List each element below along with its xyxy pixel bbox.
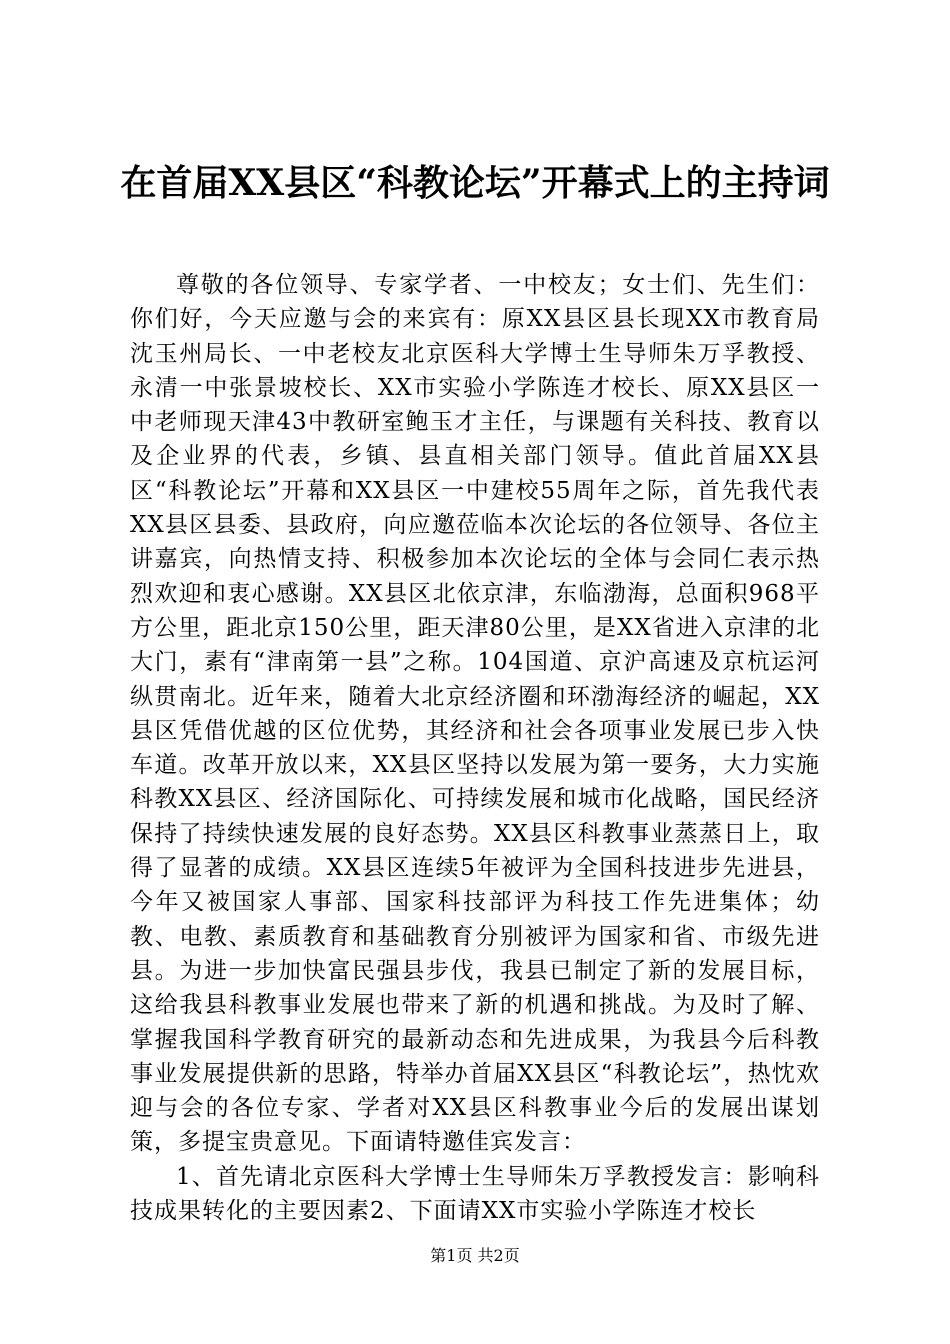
page-number: 第1页 共2页: [430, 1246, 520, 1265]
page-footer: [0, 1246, 950, 1266]
paragraph: 1、首先请北京医科大学博士生导师朱万孚教授发言：影响科技成果转化的主要因素2、下面请XX市实验小学陈连才校长: [130, 1163, 820, 1225]
document-body: [130, 268, 820, 1228]
paragraph: 尊敬的各位领导、专家学者、一中校友；女士们、先生们：你们好，今天应邀与会的来宾有：原XX县区县长现XX市教育局沈玉州局长、一中老校友北京医科大学博士生导师朱万孚教授、永清一中张景坡校长、XX市实验小学陈连才校长、原XX县区一中老师现天津43中教研室鲍玉才主任，与课题有关科技、教育以及企业界的代表，乡镇、县直相关部门领导。值此首届XX县区“科教论坛”开幕和XX县区一中建校55周年之际，首先我代表XX县区县委、县政府，向应邀莅临本次论坛的各位领导、各位主讲嘉宾，向热情支持、积极参加本次论坛的全体与会同仁表示热烈欢迎和衷心感谢。XX县区北依京津，东临渤海，总面积968平方公里，距北京150公里，距天津80公里，是XX省进入京津的北大门，素有“津南第一县”之称。104国道、京沪高速及京杭运河纵贯南北。近年来，随着大北京经济圈和环渤海经济的崛起，XX县区凭借优越的区位优势，其经济和社会各项事业发展已步入快车道。改革开放以来，XX县区坚持以发展为第一要务，大力实施科教XX县区、经济国际化、可持续发展和城市化战略，国民经济保持了持续快速发展的良好态势。XX县区科教事业蒸蒸日上，取得了显著的成绩。XX县区连续5年被评为全国科技进步先进县，今年又被国家人事部、国家科技部评为科技工作先进集体；幼教、电教、素质教育和基础教育分别被评为国家和省、市级先进县。为进一步加快富民强县步伐，我县已制定了新的发展目标，这给我县科教事业发展也带来了新的机遇和挑战。为及时了解、掌握我国科学教育研究的最新动态和先进成果，为我县今后科教事业发展提供新的思路，特举办首届XX县区“科教论坛”，热忱欢迎与会的各位专家、学者对XX县区科教事业今后的发展出谋划策，多提宝贵意见。下面请特邀佳宾发言：: [130, 272, 820, 1156]
document-title: 在首届XX县区“科教论坛”开幕式上的主持词: [120, 162, 830, 204]
